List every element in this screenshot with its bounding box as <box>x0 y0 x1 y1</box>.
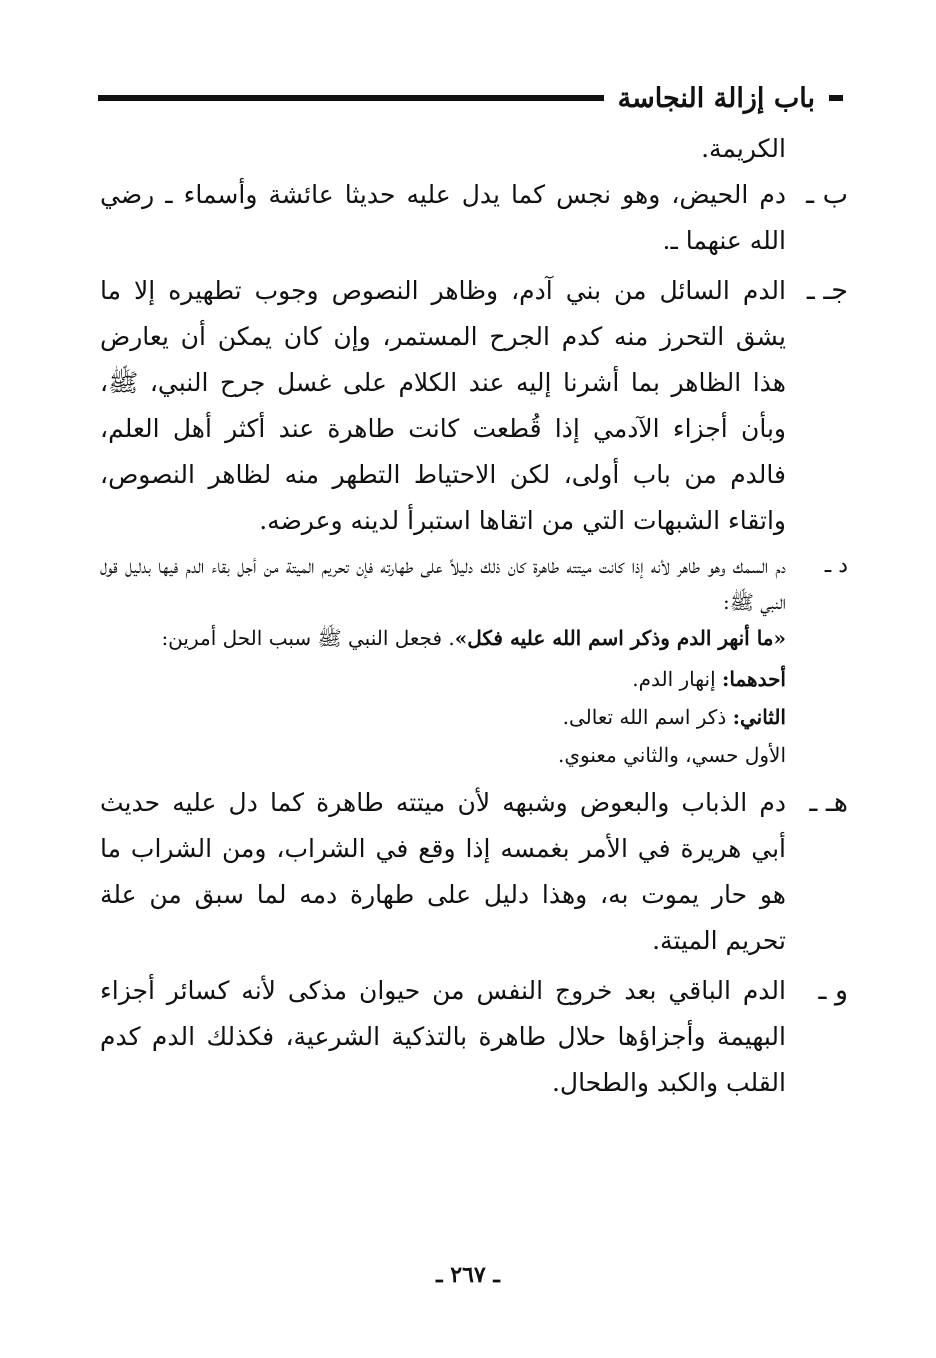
sub-point-two <box>100 698 848 736</box>
list-item-waw <box>100 968 848 1106</box>
item-marker: و ـ <box>818 975 848 1006</box>
list-item-ba <box>100 172 848 264</box>
sub-text: إنهار الدم. <box>632 667 722 691</box>
item-text: الدم السائل من بني آدم، وظاهر النصوص وجوب تطهيره إلا ما يشق التحرز منه كدم الجرح المستمر، وإن كان يمكن أن يعارض هذا الظاهر بما أشرنا إليه عند الكلام على غسل جرح النبي، ﷺ، وبأن أجزاء الآدمي إذا قُطعت كانت طاهرة عند أكثر أهل العلم، فالدم من باب أولى، لكن الاحتياط التطهر منه لظاهر النصوص، واتقاء الشبهات التي من اتقاها استبرأ لدينه وعرضه. <box>100 276 786 535</box>
item-text: دم الذباب والبعوض وشبهه لأن ميتته طاهرة كما دل عليه حديث أبي هريرة في الأمر بغمسه إذا وقع في الشراب، ومن الشراب ما هو حار يموت به، وهذا دليل على طهارة دمه لما سبق من علة تحريم الميتة. <box>100 788 786 955</box>
list-item-dal <box>100 548 848 656</box>
page-body <box>100 118 848 1110</box>
item-text-after: . فجعل النبي ﷺ سبب الحل أمرين: <box>161 626 455 650</box>
item-text <box>100 548 786 656</box>
continuation-text: الكريمة. <box>701 134 786 163</box>
sub-label: أحدهما: <box>721 667 786 691</box>
list-item-jim <box>100 268 848 544</box>
header-rule-left <box>98 95 604 101</box>
item-text-before: دم السمك وهو طاهر لأنه إذا كانت ميتته طاهرة كان ذلك دليلاً على طهارته فإن تحريم الميتة من أجل بقاء الدم فيها بدليل قول النبي ﷺ: <box>100 554 786 614</box>
list-item-ha <box>100 780 848 964</box>
sub-point-one <box>100 660 848 698</box>
sub-point-summary: الأول حسي، والثاني معنوي. <box>558 743 786 767</box>
chapter-title: باب إزالة النجاسة <box>617 82 815 114</box>
item-marker: جـ ـ <box>806 275 848 306</box>
sub-label: الثاني: <box>732 705 786 729</box>
item-marker: ب ـ <box>806 179 848 210</box>
item-text: دم الحيض، وهو نجس كما يدل عليه حديثا عائشة وأسماء ـ رضي الله عنهما ـ. <box>100 180 786 255</box>
item-text: الدم الباقي بعد خروج النفس من حيوان مذكى لأنه كسائر أجزاء البهيمة وأجزاؤها حلال طاهرة بالتذكية الشرعية، فكذلك الدم كدم القلب والكبد والطحال. <box>100 976 786 1097</box>
item-marker: د ـ <box>824 553 848 578</box>
hadith-quote: «ما أنهر الدم وذكر اسم الله عليه فكل» <box>454 626 786 650</box>
running-header <box>98 78 843 118</box>
item-marker: هـ ـ <box>809 787 848 818</box>
sub-text: ذكر اسم الله تعالى. <box>562 705 733 729</box>
page-number: ـ ٢٦٧ ـ <box>436 1262 500 1288</box>
header-rule-right <box>829 95 843 101</box>
